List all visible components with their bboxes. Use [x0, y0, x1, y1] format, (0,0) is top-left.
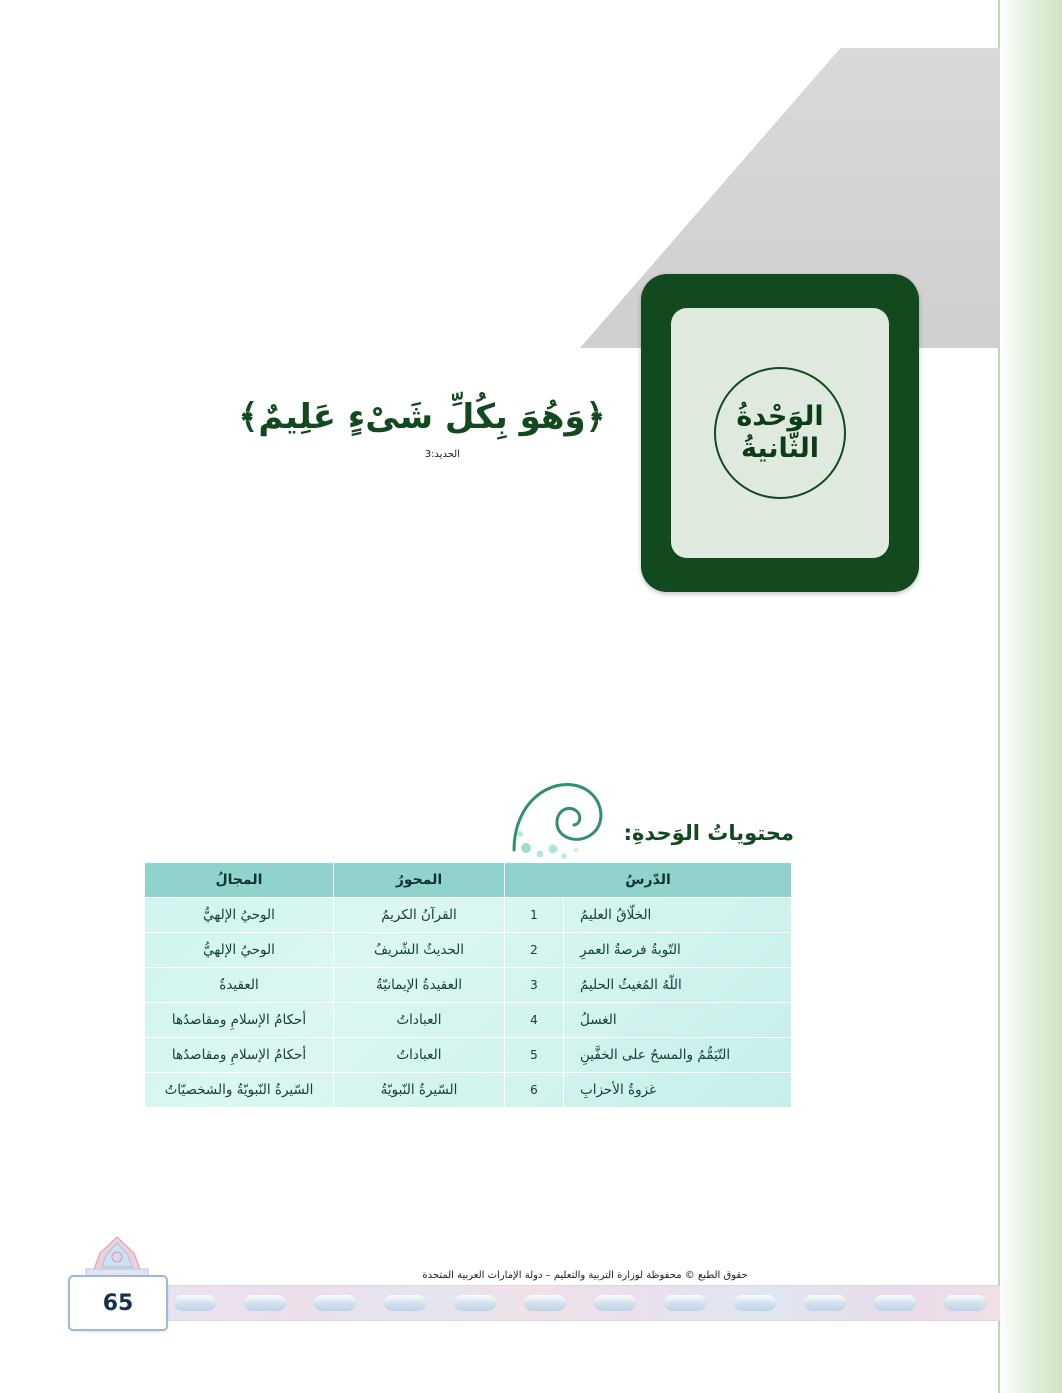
- cell-number: 4: [505, 1003, 564, 1038]
- table-body: [145, 898, 792, 1108]
- table-row: [145, 1073, 792, 1108]
- cell-lesson: التّيَمُّمُ والمسحُ على الخفَّينِ: [564, 1038, 792, 1073]
- table-row: [145, 968, 792, 1003]
- unit-badge: [641, 274, 919, 592]
- unit-title-line-1: الوَحْدةُ: [736, 400, 824, 432]
- cell-lesson: التّوبةُ فرصةُ العمرِ: [564, 933, 792, 968]
- table-header-row: [145, 863, 792, 898]
- table-row: [145, 1038, 792, 1073]
- column-header-axis: المحورُ: [334, 863, 505, 898]
- cell-number: 5: [505, 1038, 564, 1073]
- copyright-notice: حقوق الطبع © محفوظة لوزارة التربية والتعليم – دولة الإمارات العربية المتحدة: [422, 1270, 748, 1281]
- cell-number: 2: [505, 933, 564, 968]
- table-row: [145, 1003, 792, 1038]
- cell-number: 6: [505, 1073, 564, 1108]
- cell-field: السّيرةُ النّبويّةُ والشخصيّاتُ: [145, 1073, 334, 1108]
- cell-axis: العباداتُ: [334, 1003, 505, 1038]
- cell-number: 3: [505, 968, 564, 1003]
- cell-lesson: غزوةُ الأحزابِ: [564, 1073, 792, 1108]
- cell-number: 1: [505, 898, 564, 933]
- unit-badge-circle: [714, 367, 846, 499]
- cell-lesson: اللّهُ المُغيثُ الحليمُ: [564, 968, 792, 1003]
- unit-badge-inner-panel: [671, 308, 889, 558]
- cell-axis: العقيدةُ الإيمانيّةُ: [334, 968, 505, 1003]
- page-number-box: [68, 1275, 168, 1331]
- cell-field: العقيدةُ: [145, 968, 334, 1003]
- page-number: 65: [102, 1290, 134, 1316]
- cell-lesson: الخلّاقُ العليمُ: [564, 898, 792, 933]
- cell-axis: الحديثُ الشّريفُ: [334, 933, 505, 968]
- cell-field: أحكامُ الإسلامِ ومقاصدُها: [145, 1038, 334, 1073]
- ayah-block: [212, 392, 632, 460]
- table-row: [145, 898, 792, 933]
- cell-field: الوحيُ الإلهيُّ: [145, 898, 334, 933]
- contents-heading: محتوياتُ الوَحدةِ:: [623, 821, 794, 845]
- cell-field: أحكامُ الإسلامِ ومقاصدُها: [145, 1003, 334, 1038]
- cell-axis: السّيرةُ النّبويّةُ: [334, 1073, 505, 1108]
- table-header: [145, 863, 792, 898]
- unit-contents-table: [144, 862, 792, 1108]
- cell-lesson: الغسلُ: [564, 1003, 792, 1038]
- footer-decorative-band: [168, 1285, 1000, 1321]
- ayah-text: ﴿وَهُوَ بِكُلِّ شَىْءٍ عَلِيمٌ﴾: [238, 397, 606, 437]
- cell-field: الوحيُ الإلهيُّ: [145, 933, 334, 968]
- right-edge-strip: [1000, 0, 1062, 1393]
- ayah-reference: الحديد:3: [424, 449, 460, 460]
- column-header-lesson: الدّرسُ: [505, 863, 792, 898]
- cell-axis: العباداتُ: [334, 1038, 505, 1073]
- cell-axis: القرآنُ الكريمُ: [334, 898, 505, 933]
- table-row: [145, 933, 792, 968]
- unit-title-line-2: الثّانيةُ: [740, 433, 820, 464]
- swirl-ornament-icon: [504, 772, 614, 862]
- column-header-field: المجالُ: [145, 863, 334, 898]
